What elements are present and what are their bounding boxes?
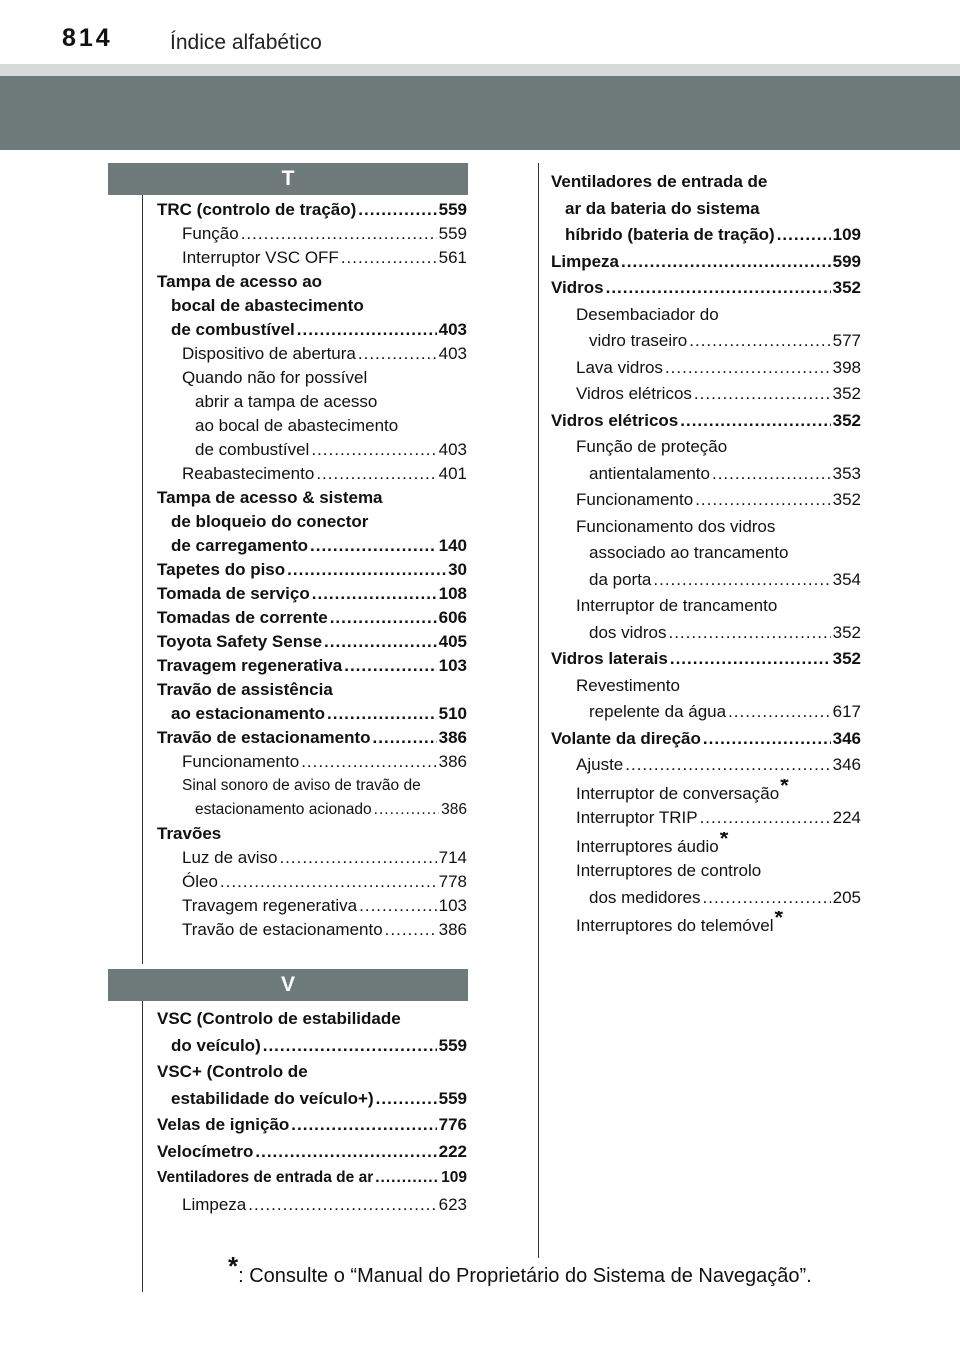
index-subentry: Funcionamento dos vidros (576, 516, 776, 536)
index-subentry: Travão de estacionamento ..... 386 (157, 918, 467, 942)
index-entry: Tampa de acesso ao (157, 272, 323, 291)
index-entry: híbrido (bateria de tração) ..... 109 (551, 222, 861, 249)
index-entry: Volante da direção ..... 346 (551, 726, 861, 753)
index-entry: Travão de assistência (157, 680, 333, 699)
index-subentry: Função de proteção (576, 437, 728, 456)
index-subentry: Luz de aviso ..... 714 (157, 846, 467, 870)
footnote-marker: * (780, 778, 789, 798)
index-subentry: Reabastecimento ..... 401 (157, 462, 467, 486)
index-entry: estabilidade do veículo+) ..... 559 (157, 1086, 467, 1113)
index-subentry: da porta ..... 354 (551, 567, 861, 594)
index-subentry: ao bocal de abastecimento (195, 416, 399, 435)
index-entry: Ventiladores de entrada de ar ..... 109 (157, 1165, 467, 1192)
section-header-t: T (108, 163, 468, 195)
index-subentry: Interruptores de controlo (576, 861, 762, 880)
index-subentry: antientalamento ..... 353 (551, 461, 861, 488)
index-subentry: Lava vidros ..... 398 (551, 355, 861, 382)
index-subentry: dos medidores ..... 205 (551, 885, 861, 912)
index-subentry: Funcionamento ..... 386 (157, 750, 467, 774)
index-entry: ao estacionamento ..... 510 (157, 702, 467, 726)
index-subentry: estacionamento acionado ..... 386 (157, 798, 467, 822)
index-entry: Velocímetro ..... 222 (157, 1139, 467, 1166)
page-number: 814 (62, 24, 113, 52)
index-entry: VSC+ (Controlo de (157, 1062, 308, 1081)
index-entry: do veículo) ..... 559 (157, 1033, 467, 1060)
index-subentry: Quando não for possível (182, 368, 368, 387)
index-entry: ar da bateria do sistema (565, 198, 760, 218)
index-entry: bocal de abastecimento (171, 296, 364, 315)
index-entry: de bloqueio do conector (171, 512, 369, 531)
index-subentry: Interruptor de conversação * (551, 779, 861, 806)
footnote-marker: * (774, 911, 784, 930)
index-subentry: Funcionamento ..... 352 (551, 487, 861, 514)
index-entry: Toyota Safety Sense ..... 405 (157, 630, 467, 654)
index-entry: Tomada de serviço ..... 108 (157, 582, 467, 606)
index-entry: Travões (157, 824, 222, 843)
index-subentry: Óleo ..... 778 (157, 870, 467, 894)
index-subentry: Revestimento (576, 675, 680, 695)
index-subentry: vidro traseiro ..... 577 (551, 328, 861, 355)
index-entry: Limpeza ..... 599 (551, 249, 861, 276)
page-header (0, 0, 960, 64)
index-subentry: Interruptor TRIP ..... 224 (551, 805, 861, 832)
index-subentry: Desembaciador do (576, 304, 719, 324)
section-header-v: V (108, 969, 468, 1001)
index-subentry: Interruptor de trancamento (576, 596, 778, 615)
index-subentry: Limpeza ..... 623 (157, 1192, 467, 1219)
index-subentry: Interruptores áudio * (551, 832, 861, 859)
index-entry: Vidros laterais ..... 352 (551, 646, 861, 673)
column-rule-middle (538, 163, 539, 1258)
footnote-star: * (228, 1251, 239, 1281)
index-subentry: Vidros elétricos ..... 352 (551, 381, 861, 408)
index-entry: TRC (controlo de tração) ..... 559 (157, 198, 467, 222)
header-band-dark (0, 76, 960, 150)
footnote (228, 1251, 812, 1289)
index-column-t (157, 198, 467, 942)
index-subentry: Travagem regenerativa ..... 103 (157, 894, 467, 918)
index-entry: VSC (Controlo de estabilidade (157, 1009, 401, 1028)
index-entry: de carregamento ..... 140 (157, 534, 467, 558)
footnote-marker: * (719, 831, 729, 851)
index-subentry: abrir a tampa de acesso (195, 392, 378, 411)
index-subentry: de combustível ..... 403 (157, 438, 467, 462)
index-subentry: Ajuste ..... 346 (551, 752, 861, 779)
index-entry: Tampa de acesso & sistema (157, 488, 383, 507)
column-rule-left (142, 192, 143, 964)
index-entry: Vidros elétricos ..... 352 (551, 408, 861, 435)
index-entry: Tomadas de corrente ..... 606 (157, 606, 467, 630)
page-title: Índice alfabético (170, 31, 322, 54)
index-subentry: Interruptores do telemóvel * (551, 911, 861, 938)
index-column-v (157, 1006, 467, 1218)
index-entry: Travagem regenerativa ..... 103 (157, 654, 467, 678)
index-entry: Ventiladores de entrada de (551, 172, 768, 191)
column-rule-left-lower (142, 1000, 143, 1292)
index-subentry: associado ao trancamento (589, 543, 789, 562)
index-subentry: Dispositivo de abertura ..... 403 (157, 342, 467, 366)
index-subentry: Sinal sonoro de aviso de travão de (182, 777, 421, 794)
index-entry: Travão de estacionamento ..... 386 (157, 726, 467, 750)
index-subentry: repelente da água ..... 617 (551, 699, 861, 726)
footnote-text: : Consulte o “Manual do Proprietário do Sistema de Navegação”. (238, 1265, 812, 1287)
index-entry: Tapetes do piso ..... 30 (157, 558, 467, 582)
index-entry: Velas de ignição ..... 776 (157, 1112, 467, 1139)
index-subentry: Interruptor VSC OFF ..... 561 (157, 246, 467, 270)
index-column-right (551, 169, 861, 938)
index-subentry: dos vidros ..... 352 (551, 620, 861, 647)
index-subentry: Função ..... 559 (157, 222, 467, 246)
index-entry: de combustível ..... 403 (157, 318, 467, 342)
index-entry: Vidros ..... 352 (551, 275, 861, 302)
header-band-light (0, 64, 960, 76)
